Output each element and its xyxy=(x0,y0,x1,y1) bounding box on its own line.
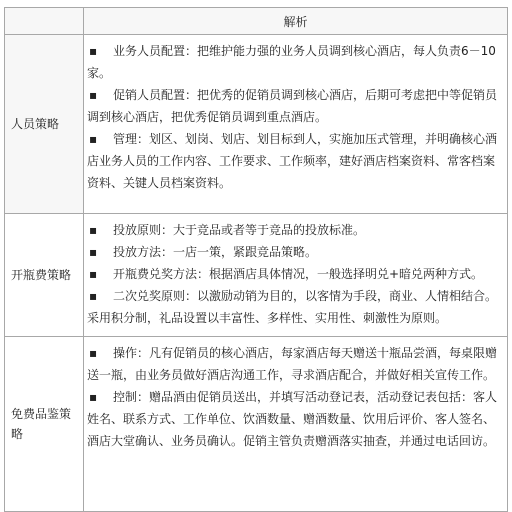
list-item: ▪ 控制：赠品酒由促销员送出，并填写活动登记表，活动登记表包括：客人姓名、联系方式、工作单位、饮酒数量、赠酒数量、饮用后评价、客人签名、酒店大堂确认、业务员确认。促销主管负责赠酒落实抽查，并通过电话回访。 xyxy=(87,386,504,452)
table-row-opening-fee xyxy=(5,214,508,337)
list-item: ▪ 促销人员配置：把优秀的促销员调到核心酒店，后期可考虑把中等促销员调到核心酒店，把优秀促销员调到重点酒店。 xyxy=(87,84,504,128)
bullet-icon: ▪ xyxy=(89,390,98,404)
bullet-icon: ▪ xyxy=(89,289,98,303)
bullet-icon: ▪ xyxy=(89,88,98,102)
bullet-icon: ▪ xyxy=(89,44,98,58)
list-item: ▪ 二次兑奖原则：以激励动销为目的，以客情为手段，商业、人情相结合。采用积分制，礼品设置以丰富性、多样性、实用性、刺激性为原则。 xyxy=(87,285,504,329)
table-row-personnel xyxy=(5,35,508,214)
list-item: ▪ 开瓶费兑奖方法：根据酒店具体情况，一般选择明兑+暗兑两种方式。 xyxy=(87,263,504,285)
list-item: ▪ 投放方法：一店一策，紧跟竞品策略。 xyxy=(87,241,504,263)
row-label-free-tasting: 免费品鉴策略 xyxy=(5,337,84,512)
bullet-icon: ▪ xyxy=(89,132,98,146)
row-content-opening-fee xyxy=(84,214,508,337)
bullet-icon: ▪ xyxy=(89,245,98,259)
table-header-row xyxy=(5,8,508,35)
row-content-free-tasting xyxy=(84,337,508,512)
bullet-icon: ▪ xyxy=(89,346,98,360)
row-content-personnel xyxy=(84,35,508,214)
header-left-cell xyxy=(5,8,84,35)
list-item: ▪ 操作：凡有促销员的核心酒店，每家酒店每天赠送十瓶品尝酒，每桌限赠送一瓶，由业务员做好酒店沟通工作，寻求酒店配合，并做好相关宣传工作。 xyxy=(87,342,504,386)
list-item: ▪ 投放原则：大于竞品或者等于竞品的投放标准。 xyxy=(87,219,504,241)
header-analysis-cell: 解析 xyxy=(84,8,508,35)
strategy-table-container xyxy=(4,7,508,512)
row-label-opening-fee: 开瓶费策略 xyxy=(5,214,84,337)
row-label-personnel: 人员策略 xyxy=(5,35,84,214)
bullet-icon: ▪ xyxy=(89,267,98,281)
list-item: ▪ 管理：划区、划岗、划店、划目标到人，实施加压式管理，并明确核心酒店业务人员的工作内容、工作要求、工作频率，建好酒店档案资料、常客档案资料、关键人员档案资料。 xyxy=(87,128,504,194)
table-row-free-tasting xyxy=(5,337,508,512)
bullet-icon: ▪ xyxy=(89,223,98,237)
strategy-table xyxy=(4,7,508,512)
list-item: ▪ 业务人员配置：把维护能力强的业务人员调到核心酒店，每人负责6－10家。 xyxy=(87,40,504,84)
